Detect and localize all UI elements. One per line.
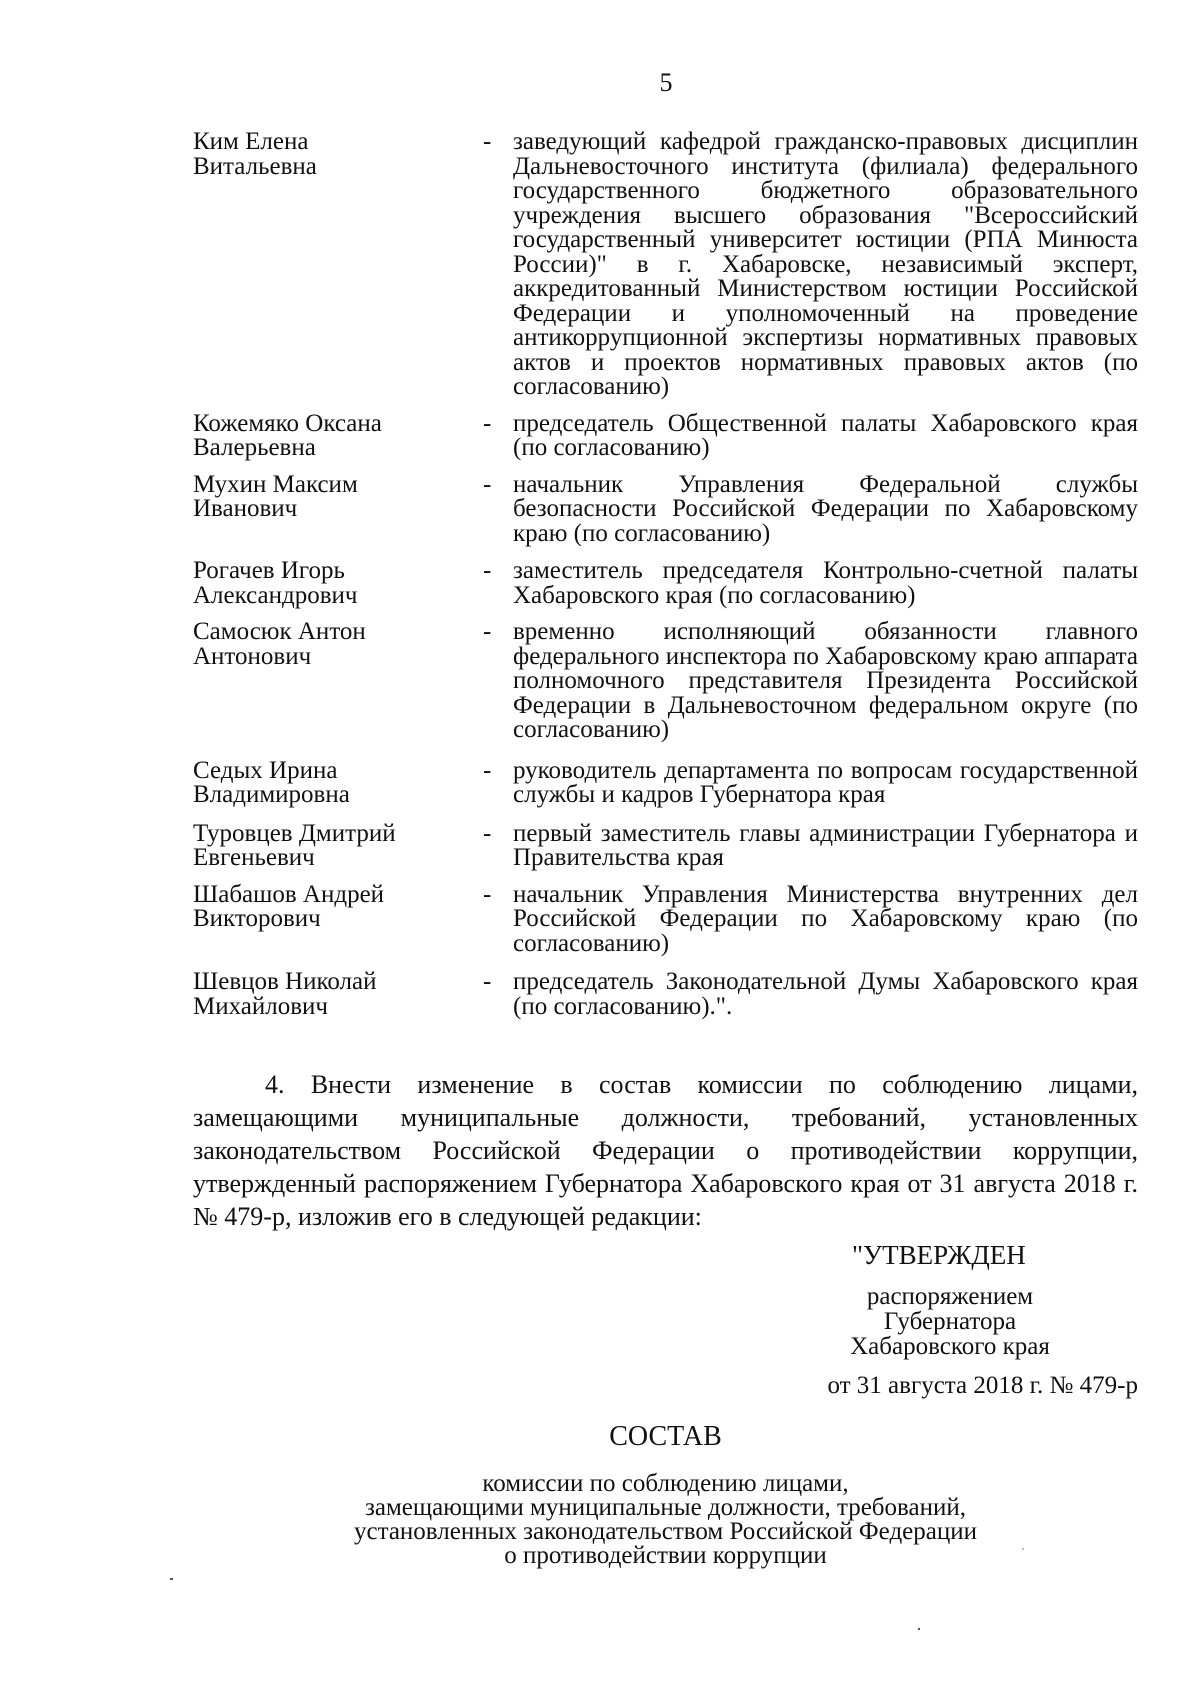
composition-subtitle-line: о противодействии коррупции [504, 1542, 827, 1569]
list-item [193, 880, 1138, 957]
composition-subtitle-line: комиссии по соблюдению лицами, [482, 1470, 849, 1497]
approval-date: от 31 августа 2018 г. № 479-р [827, 1372, 1138, 1399]
member-description: председатель Законодательной Думы Хабаровского края (по согласованию).". [513, 968, 1138, 1020]
paragraph-4: 4. Внести изменение в состав комиссии по соблюдению лицами, замещающими муниципальные должности, требований, установленных законодательством Российской Федерации о противодействии коррупции, утвержденный распоряжением Губернатора Хабаровского края от 31 августа 2018 г. № 479-р, изложив его в следующей редакции: [193, 1070, 1138, 1231]
member-dash: - [483, 128, 492, 155]
scan-speck [1022, 1548, 1024, 1550]
member-name: Мухин Максим Иванович [193, 470, 358, 522]
list-item [193, 559, 1138, 608]
member-dash: - [483, 880, 492, 908]
member-description: председатель Общественной палаты Хабаровского края (по согласованию) [513, 409, 1138, 461]
list-item [193, 970, 1138, 1019]
list-item [193, 756, 1138, 808]
approval-line: Хабаровского края [850, 1333, 1050, 1360]
member-name: Рогачев Игорь Александрович [193, 557, 358, 609]
approval-line: распоряжением [866, 1283, 1034, 1310]
member-name: Шевцов Николай Михайлович [193, 968, 377, 1020]
member-name: Туровцев Дмитрий Евгеньевич [193, 819, 396, 871]
member-description: начальник Управления Министерства внутренних дел Российской Федерации по Хабаровскому краю (по согласованию) [513, 880, 1138, 957]
approval-title: "УТВЕРЖДЕН [852, 1240, 1026, 1270]
member-description: руководитель департамента по вопросам государственной службы и кадров Губернатора края [513, 756, 1138, 808]
approval-block [780, 1240, 1138, 1398]
composition-subtitle-line: замещающими муниципальные должности, требований, [365, 1494, 966, 1521]
member-dash: - [483, 968, 492, 995]
list-item [193, 819, 1138, 871]
composition-heading [193, 1422, 1138, 1568]
member-name: Шабашов Андрей Викторович [193, 880, 385, 932]
list-item [193, 620, 1138, 743]
member-dash: - [483, 409, 492, 437]
member-dash: - [483, 756, 492, 784]
list-item [193, 409, 1138, 461]
scan-speck [170, 1578, 173, 1580]
approval-line: Губернатора [883, 1308, 1017, 1335]
member-name: Самосюк Антон Антонович [193, 618, 366, 670]
composition-title: СОСТАВ [609, 1421, 722, 1452]
member-name: Ким Елена Витальевна [193, 128, 317, 180]
members-list [193, 130, 1138, 1019]
member-name: Кожемяко Оксана Валерьевна [193, 409, 382, 461]
member-dash: - [483, 819, 492, 847]
member-name: Седых Ирина Владимировна [193, 756, 350, 808]
page-number: 5 [659, 68, 673, 97]
member-description: начальник Управления Федеральной службы безопасности Российской Федерации по Хабаровскому краю (по согласованию) [513, 470, 1138, 547]
member-description: заместитель председателя Контрольно-счетной палаты Хабаровского края (по согласованию) [513, 557, 1138, 609]
member-dash: - [483, 470, 492, 498]
scan-speck [918, 1628, 920, 1630]
member-dash: - [483, 557, 492, 584]
list-item [193, 470, 1138, 547]
member-dash: - [483, 618, 492, 645]
member-description: заведующий кафедрой гражданско-правовых дисциплин Дальневосточного института (филиала) федерального государственного бюджетного образовательного учреждения высшего образования "Всероссийский государственный университет юстиции (РПА Минюста России)" в г. Хабаровске, независимый эксперт, аккредитованный Министерством юстиции Российской Федерации и уполномоченный на проведение антикоррупционной экспертизы нормативных правовых актов и проектов нормативных правовых актов (по согласованию) [513, 128, 1138, 400]
composition-subtitle-line: установленных законодательством Российской Федерации [354, 1518, 977, 1545]
member-description: временно исполняющий обязанности главного федерального инспектора по Хабаровскому краю аппарата полномочного представителя Президента Российской Федерации в Дальневосточном федеральном округе (по согласованию) [513, 618, 1138, 743]
member-description: первый заместитель главы администрации Губернатора и Правительства края [513, 819, 1138, 871]
list-item [193, 130, 1138, 400]
